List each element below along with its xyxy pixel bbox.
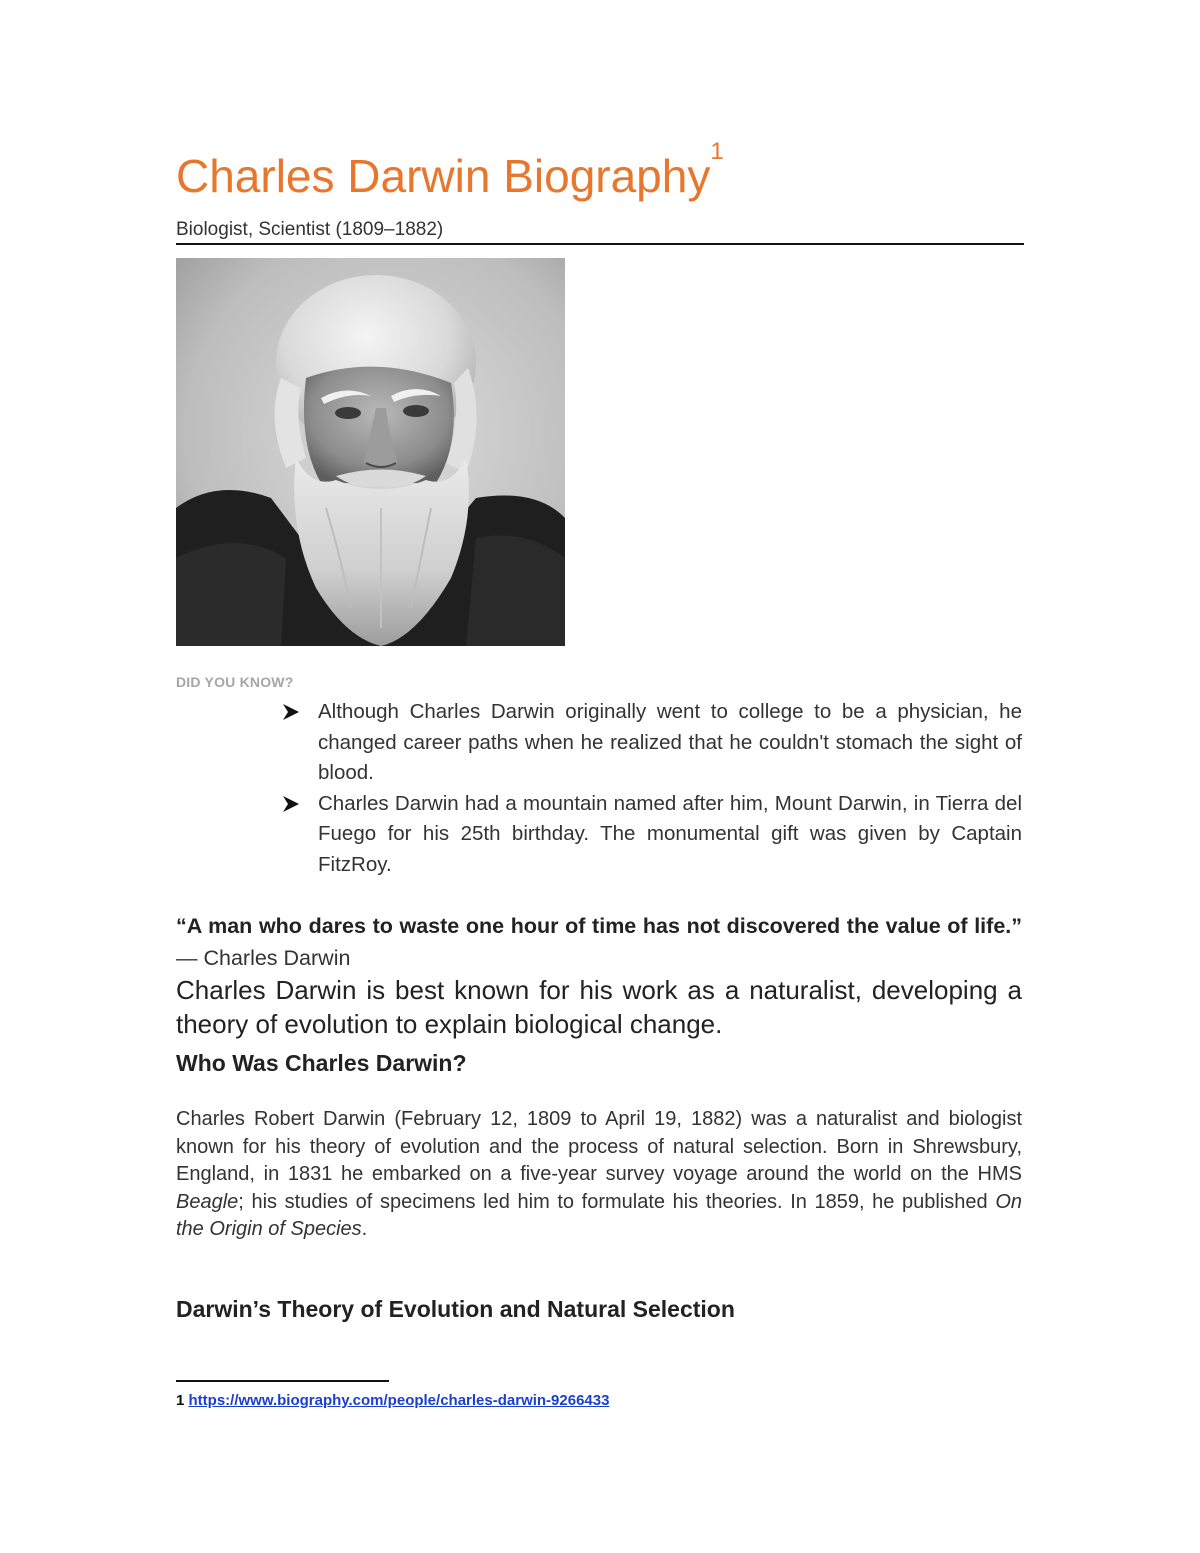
list-item — [282, 789, 1022, 881]
quote-text: “A man who dares to waste one hour of time has not discovered the value of life.” — [176, 914, 1022, 938]
footnote-separator — [176, 1380, 389, 1382]
page-title — [176, 138, 724, 206]
title-text: Charles Darwin Biography — [176, 150, 711, 202]
footnote-link[interactable]: https://www.biography.com/people/charles-darwin-9266433 — [188, 1392, 610, 1409]
paragraph-text: Charles Robert Darwin (February 12, 1809 to April 19, 1882) was a naturalist and biologist known for his theory of evolution and the process of natural selection. Born in Shrewsbury, England, in 1831 he embarked on a five-year survey voyage around the world on the HMS — [176, 1108, 1022, 1185]
fact-text: Although Charles Darwin originally went to college to be a physician, he changed career paths when he realized that he couldn't stomach the sight of blood. — [318, 700, 1022, 784]
list-item — [282, 697, 1022, 789]
book-title: On the Origin of Species — [176, 1190, 1022, 1240]
quote-attribution: — Charles Darwin — [176, 946, 351, 970]
arrowhead-bullet-icon — [282, 795, 300, 813]
fact-text: Charles Darwin had a mountain named after him, Mount Darwin, in Tierra del Fuego for his 25th birthday. The monumental gift was given by Captain FitzRoy. — [318, 791, 1022, 876]
lead-paragraph: Charles Darwin is best known for his work as a naturalist, developing a theory of evolution to explain biological change. — [176, 975, 1022, 1039]
subtitle: Biologist, Scientist (1809–1882) — [176, 217, 1024, 245]
did-you-know-list — [282, 697, 1022, 880]
section-heading-who-was: Who Was Charles Darwin? — [176, 1050, 467, 1076]
portrait-image — [176, 258, 565, 646]
did-you-know-heading: DID YOU KNOW? — [176, 674, 294, 690]
quote — [176, 910, 1022, 974]
paragraph-text: ; his studies of specimens led him to formulate his theories. In 1859, he published — [238, 1190, 996, 1213]
body-paragraph — [176, 1106, 1022, 1244]
title-footnote-ref[interactable]: 1 — [710, 138, 724, 165]
arrowhead-bullet-icon — [282, 703, 300, 721]
paragraph-text: . — [361, 1218, 368, 1240]
footnote — [176, 1390, 609, 1412]
footnote-number: 1 — [176, 1392, 185, 1409]
ship-name: Beagle — [176, 1190, 239, 1213]
section-heading-theory: Darwin’s Theory of Evolution and Natural Selection — [176, 1296, 735, 1322]
